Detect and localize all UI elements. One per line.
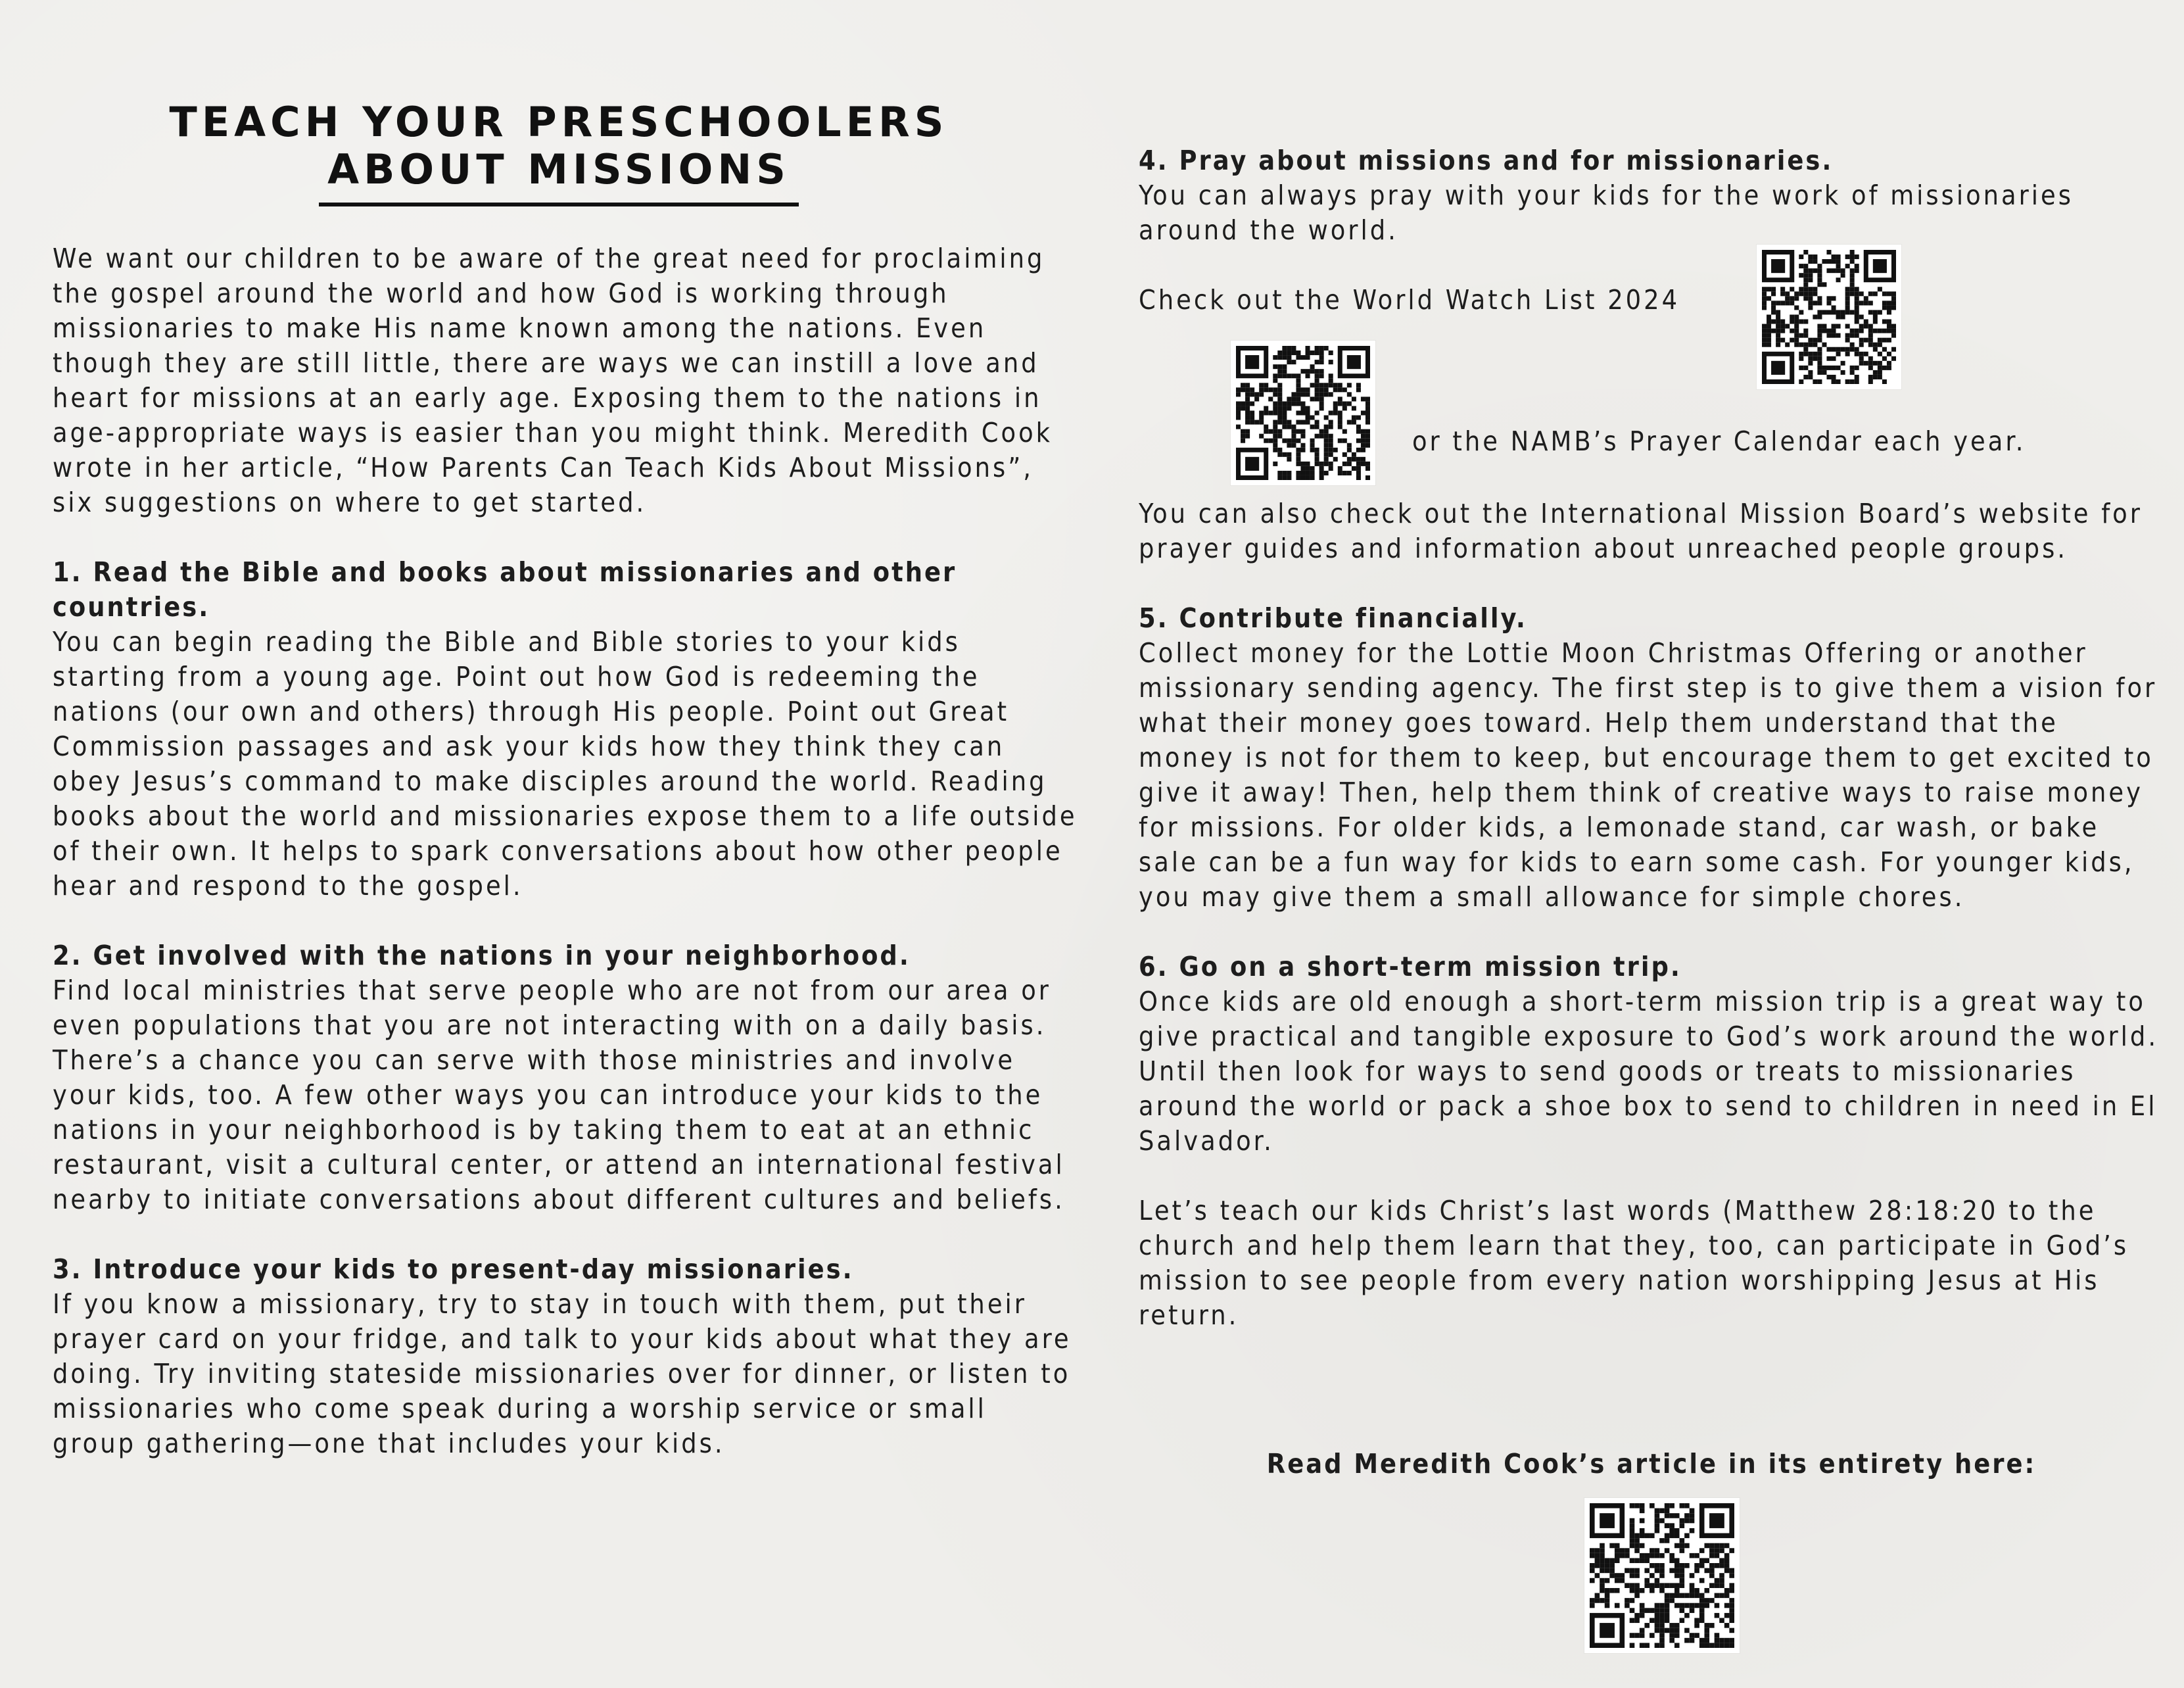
section-5-heading: 5. Contribute financially. [1139,602,1527,634]
qr-code-namb-prayer-calendar [1236,346,1370,480]
left-column [53,241,1078,1461]
page-title-line-2: ABOUT MISSIONS [327,145,790,193]
imb-paragraph: You can also check out the International Mission Board’s website for prayer guides and information about unreached people groups. [1139,498,2143,564]
section-6-body: Once kids are old enough a short-term mission trip is a great way to give practical and tangible exposure to God’s work around the world. Until then look for ways to send goods or treats to missionaries around the world or pack a shoe box to send to children in need in El Salvador. [1139,986,2159,1157]
namb-prayer-calendar-text: or the NAMB’s Prayer Calendar each year. [1412,425,2026,457]
section-4-heading: 4. Pray about missions and for missionaries. [1139,145,1834,176]
qr-code-icon[interactable] [1584,1498,1740,1653]
qr-code-article [1590,1503,1734,1648]
article-cta: Read Meredith Cook’s article in its entirety here: [1266,1448,2037,1480]
section-1-body: You can begin reading the Bible and Bible stories to your kids starting from a young age. Point out how God is redeeming the nations (our own and others) through His people. Point out Great Commission passages and ask your kids how they think they can obey Jesus’s command to make disciples around the world. Reading books about the world and missionaries expose them to a life outside of their own. It helps to spark conversations about how other people hear and respond to the gospel. [53,626,1078,902]
intro-paragraph: We want our children to be aware of the great need for proclaiming the gospel around the world and how God is working through missionaries to make His name known among the nations. Even though they are still little, there are ways we can instill a love and heart for missions at an early age. Exposing them to the nations in age-appropriate ways is easier than you might think. Meredith Cook wrote in her article, “How Parents Can Teach Kids About Missions”, six suggestions on where to get started. [53,243,1053,518]
section-6-heading: 6. Go on a short-term mission trip. [1139,951,1682,982]
section-5-body: Collect money for the Lottie Moon Christmas Offering or another missionary sending agency. The first step is to give them a vision for what their money goes toward. Help them understand that the money is not for them to keep, but encourage them to get excited to give it away! Then, help them think of creative ways to raise money for missions. For older kids, a lemonade stand, car wash, or bake sale can be a fun way for kids to earn some cash. For younger kids, you may give them a small allowance for simple chores. [1139,637,2158,913]
section-3-heading: 3. Introduce your kids to present-day missionaries. [53,1253,854,1285]
qr-code-icon[interactable] [1757,245,1901,389]
section-2-heading: 2. Get involved with the nations in your neighborhood. [53,940,911,971]
title-block [53,99,1065,206]
world-watch-list-text: Check out the World Watch List 2024 [1139,284,1680,316]
title-underline [319,203,799,206]
section-4-body: You can always pray with your kids for the work of missionaries around the world. [1139,180,2074,246]
section-2-body: Find local ministries that serve people who are not from our area or even populations that you are not interacting with on a daily basis. There’s a chance you can serve with those ministries and involve your kids, too. A few other ways you can introduce your kids to the nations in your neighborhood is by taking them to eat at an ethnic restaurant, visit a cultural center, or attend an international festival nearby to initiate conversations about different cultures and beliefs. [53,975,1065,1215]
section-3-body: If you know a missionary, try to stay in touch with them, put their prayer card on your fridge, and talk to your kids about what they are doing. Try inviting stateside missionaries over for dinner, or listen to missionaries who come speak during a worship service or small group gathering—one that includes your kids. [53,1288,1072,1459]
qr-code-world-watch-list [1762,250,1896,384]
right-column-top [1139,143,2164,248]
qr-code-icon[interactable] [1231,341,1375,485]
page-title-line-1: TEACH YOUR PRESCHOOLERS [169,98,949,146]
right-column-bottom [1139,496,2164,1333]
closing-paragraph: Let’s teach our kids Christ’s last words (Matthew 28:18:20 to the church and help them learn that they, too, can participate in God’s mission to see people from every nation worshipping Jesus at His return. [1139,1195,2129,1331]
section-1-heading: 1. Read the Bible and books about missionaries and other countries. [53,556,957,623]
